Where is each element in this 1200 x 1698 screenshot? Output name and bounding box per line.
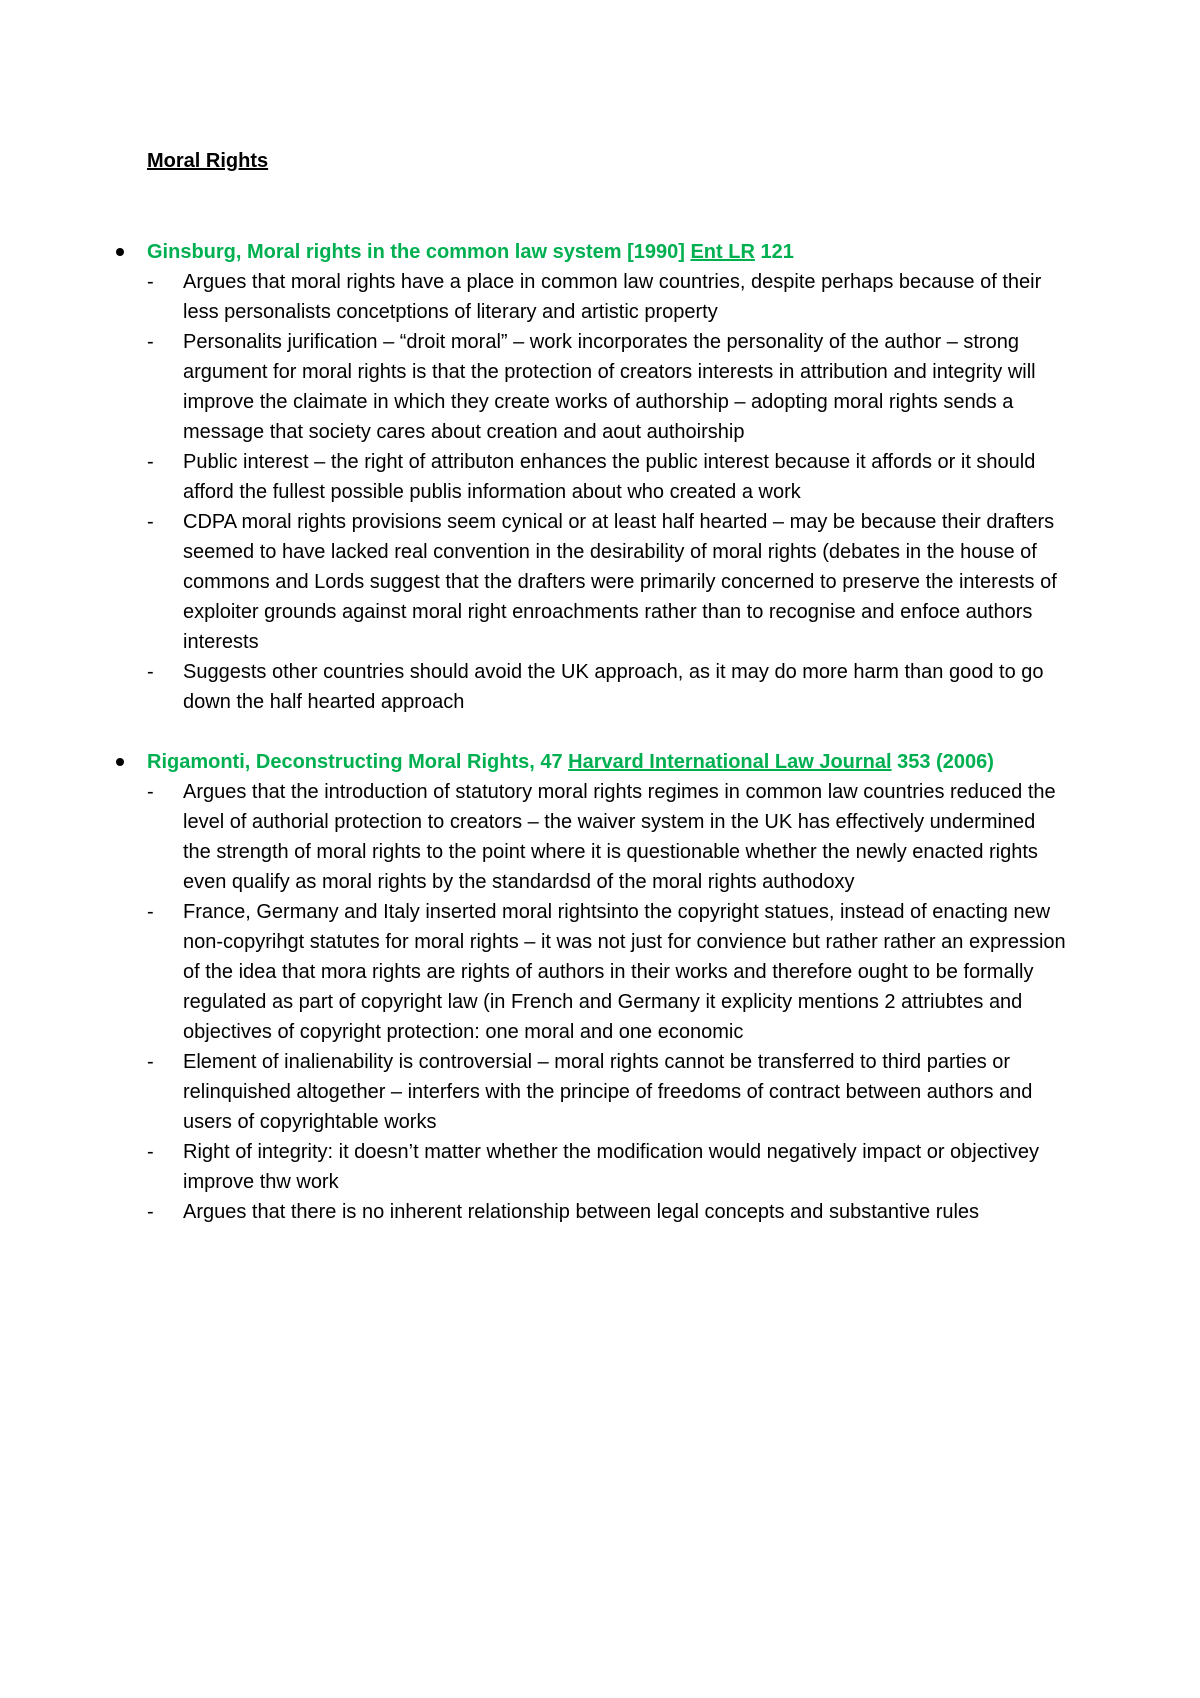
- dash-icon: -: [147, 661, 154, 683]
- point-text: Argues that the introduction of statutory moral rights regimes in common law countries reduced the level of authorial protection to creators – the waiver system in the UK has effectively undermined the strength of moral rights to the point where it is questionable whether the newly enacted rights even qualify as moral rights by the standardsd of the moral rights authodoxy: [183, 781, 1056, 893]
- source-block-ginsburg: [147, 237, 1067, 717]
- dash-icon: -: [147, 1141, 154, 1163]
- point-text: Suggests other countries should avoid the UK approach, as it may do more harm than good to go down the half hearted approach: [183, 661, 1044, 713]
- dash-icon: -: [147, 451, 154, 473]
- point-text: Element of inalienability is controversial – moral rights cannot be transferred to third parties or relinquished altogether – interfers with the principe of freedoms of contract between authors and users of copyrightable works: [183, 1051, 1033, 1133]
- dash-icon: -: [147, 1201, 154, 1223]
- journal-name: Ent LR: [690, 241, 755, 263]
- source-block-rigamonti: [147, 747, 1067, 1227]
- point-text: Argues that moral rights have a place in common law countries, despite perhaps because of their less personalists concetptions of literary and artistic property: [183, 271, 1042, 323]
- list-item: [147, 657, 1067, 717]
- dash-icon: -: [147, 901, 154, 923]
- dash-icon: -: [147, 1051, 154, 1073]
- list-item: [147, 447, 1067, 507]
- list-item: [147, 1137, 1067, 1197]
- list-item: [147, 267, 1067, 327]
- bullet-icon: [116, 758, 124, 766]
- point-text: Argues that there is no inherent relationship between legal concepts and substantive rules: [183, 1201, 980, 1223]
- point-text: Personalits jurification – “droit moral” – work incorporates the personality of the author – strong argument for moral rights is that the protection of creators interests in attribution and integrity will improve the claimate in which they create works of authorship – adopting moral rights sends a message that society cares about creation and aout authoirship: [183, 331, 1036, 443]
- list-item: [147, 507, 1067, 657]
- citation-tail: 353 (2006): [891, 751, 994, 773]
- list-item: [147, 327, 1067, 447]
- point-text: France, Germany and Italy inserted moral rightsinto the copyright statues, instead of enacting new non-copyrihgt statutes for moral rights – it was not just for convience but rather rather an expression of the idea that mora rights are rights of authors in their works and therefore ought to be formally regulated as part of copyright law (in French and Germany it explicity mentions 2 attriubtes and objectives of copyright protection: one moral and one economic: [183, 901, 1066, 1043]
- point-list: [147, 267, 1067, 717]
- point-text: CDPA moral rights provisions seem cynical or at least half hearted – may be because their drafters seemed to have lacked real convention in the desirability of moral rights (debates in the house of commons and Lords suggest that the drafters were primarily concerned to preserve the interests of exploiter grounds against moral right enroachments rather than to recognise and enfoce authors interests: [183, 511, 1057, 653]
- list-item: [147, 1197, 1067, 1227]
- list-item: [147, 777, 1067, 897]
- source-citation: [147, 747, 1067, 777]
- bullet-icon: [116, 248, 124, 256]
- list-item: [147, 897, 1067, 1047]
- citation-text: Rigamonti, Deconstructing Moral Rights, 47: [147, 751, 569, 773]
- dash-icon: -: [147, 781, 154, 803]
- point-list: [147, 777, 1067, 1227]
- page-title: Moral Rights: [147, 150, 269, 172]
- dash-icon: -: [147, 511, 154, 533]
- point-text: Public interest – the right of attributon enhances the public interest because it affords or it should afford the fullest possible publis information about who created a work: [183, 451, 1036, 503]
- list-item: [147, 1047, 1067, 1137]
- document-content: [147, 146, 1067, 1227]
- citation-text: Ginsburg, Moral rights in the common law system [1990]: [147, 241, 691, 263]
- journal-name: Harvard International Law Journal: [568, 751, 892, 773]
- dash-icon: -: [147, 271, 154, 293]
- citation-tail: 121: [754, 241, 794, 263]
- point-text: Right of integrity: it doesn’t matter whether the modification would negatively impact or objectivey improve thw work: [183, 1141, 1039, 1193]
- dash-icon: -: [147, 331, 154, 353]
- source-citation: [147, 237, 1067, 267]
